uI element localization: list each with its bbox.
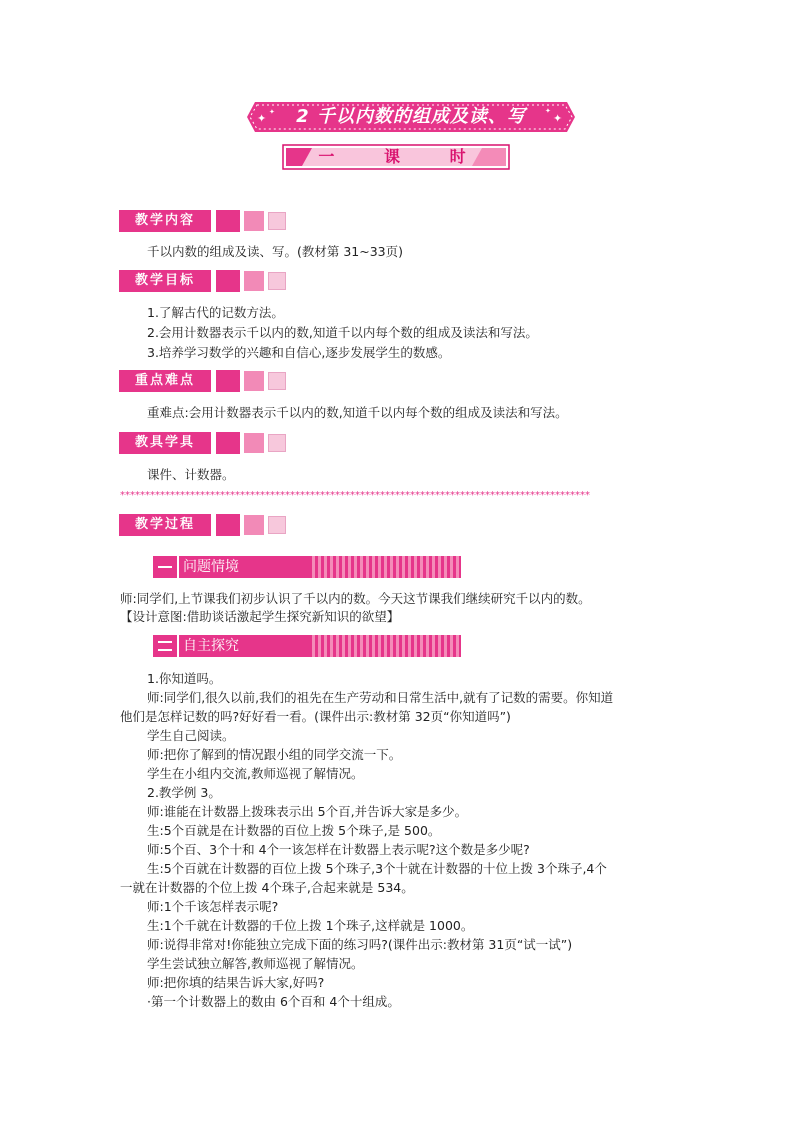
paragraph-line: 学生在小组内交流,教师巡视了解情况。 xyxy=(147,766,364,781)
goal-item: 2.会用计数器表示千以内的数,知道千以内每个数的组成及读法和写法。 xyxy=(147,325,538,340)
paragraph-line: 师:谁能在计数器上拨珠表示出 5个百,并告诉大家是多少。 xyxy=(147,804,468,819)
paragraph-line: 师:把你了解到的情况跟小组的同学交流一下。 xyxy=(147,747,402,762)
paragraph-line: ·第一个计数器上的数由 6个百和 4个十组成。 xyxy=(147,994,400,1009)
paragraph-line: 他们是怎样记数的吗?好好看一看。(课件出示:教材第 32页“你知道吗”) xyxy=(120,709,511,724)
decor-square xyxy=(244,211,264,231)
subsection-label: 自主探究 xyxy=(179,635,309,657)
decor-square xyxy=(216,432,240,454)
decor-stripes xyxy=(309,635,461,657)
star-divider: ********************************************************************************************** xyxy=(120,491,590,501)
paragraph-line: 一就在计数器的个位上拨 4个珠子,合起来就是 534。 xyxy=(120,880,414,895)
svg-text:✦: ✦ xyxy=(257,112,267,125)
decor-square xyxy=(244,515,264,535)
paragraph-line: 师:同学们,上节课我们初步认识了千以内的数。今天这节课我们继续研究千以内的数。 xyxy=(120,591,591,606)
decor-square xyxy=(216,210,240,232)
section-label: 教学过程 xyxy=(119,514,211,536)
svg-text:✦: ✦ xyxy=(269,108,275,116)
tools-text: 课件、计数器。 xyxy=(147,467,235,482)
paragraph-line: 师:说得非常对!你能独立完成下面的练习吗?(课件出示:教材第 31页“试一试”) xyxy=(147,937,573,952)
paragraph-line: 生:5个百就在计数器的百位上拨 5个珠子,3个十就在计数器的十位上拨 3个珠子,4个 xyxy=(147,861,607,876)
decor-square xyxy=(268,272,286,290)
section-label: 教学目标 xyxy=(119,270,211,292)
lesson-label: 一 课 时 xyxy=(318,147,488,166)
paragraph-line: 生:5个百就是在计数器的百位上拨 5个珠子,是 500。 xyxy=(147,823,441,838)
paragraph-line: 师:把你填的结果告诉大家,好吗? xyxy=(147,975,325,990)
paragraph-line: 生:1个千就在计数器的千位上拨 1个珠子,这样就是 1000。 xyxy=(147,918,474,933)
title-banner xyxy=(245,100,577,134)
goal-item: 3.培养学习数学的兴趣和自信心,逐步发展学生的数感。 xyxy=(147,345,451,360)
decor-square xyxy=(216,370,240,392)
svg-text:✦: ✦ xyxy=(553,112,563,125)
decor-stripes xyxy=(309,556,461,578)
paragraph-line: 学生尝试独立解答,教师巡视了解情况。 xyxy=(147,956,364,971)
section-label: 教学内容 xyxy=(119,210,211,232)
paragraph-line: 师:1个千该怎样表示呢? xyxy=(147,899,279,914)
decor-square xyxy=(268,516,286,534)
paragraph-line: 师:5个百、3个十和 4个一该怎样在计数器上表示呢?这个数是多少呢? xyxy=(147,842,530,857)
paragraph-line: 【设计意图:借助谈话激起学生探究新知识的欲望】 xyxy=(120,609,400,624)
paragraph-line: 2.教学例 3。 xyxy=(147,785,221,800)
numeral-one-icon xyxy=(153,556,177,578)
decor-square xyxy=(216,270,240,292)
paragraph-line: 师:同学们,很久以前,我们的祖先在生产劳动和日常生活中,就有了记数的需要。你知道 xyxy=(147,690,614,705)
subsection-two-header xyxy=(153,635,309,657)
key-text: 重难点:会用计数器表示千以内的数,知道千以内每个数的组成及读法和写法。 xyxy=(147,405,568,420)
lesson-banner xyxy=(282,144,510,170)
decor-square xyxy=(216,514,240,536)
goal-item: 1.了解古代的记数方法。 xyxy=(147,305,284,320)
section-label: 重点难点 xyxy=(119,370,211,392)
svg-text:✦: ✦ xyxy=(545,107,551,115)
numeral-two-icon xyxy=(153,635,177,657)
subsection-label: 问题情境 xyxy=(179,556,309,578)
decor-square xyxy=(244,271,264,291)
content-text: 千以内数的组成及读、写。(教材第 31~33页) xyxy=(147,244,404,259)
decor-square xyxy=(268,372,286,390)
decor-square xyxy=(268,212,286,230)
decor-square xyxy=(268,434,286,452)
paragraph-line: 1.你知道吗。 xyxy=(147,671,222,686)
decor-square xyxy=(244,433,264,453)
page-title: 2 千以内数的组成及读、写 xyxy=(296,106,526,127)
section-label: 教具学具 xyxy=(119,432,211,454)
paragraph-line: 学生自己阅读。 xyxy=(147,728,235,743)
subsection-one-header xyxy=(153,556,309,578)
decor-square xyxy=(244,371,264,391)
